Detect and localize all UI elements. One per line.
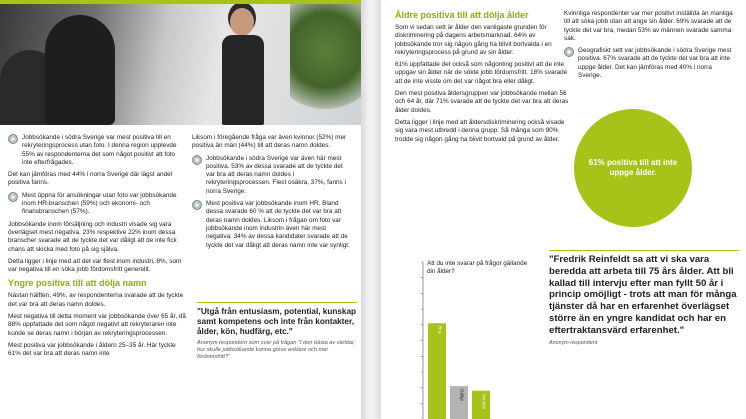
pull-quote-right: "Fredrik Reinfeldt sa att vi ska vara beredda att arbeta till 75 års ålder. Att bli kallad till intervju efter man fyllt 50 år i princip omöjligt - trots att man för många tjänster då har en erfarenhet överlägset större än en yngre kandidat och har en eftertraktansvärd erfarenhet." Anonym respondent: [549, 250, 739, 346]
photo-person-front: [45, 15, 115, 125]
chart-title: Att du inte svarar på frågor gällande din ålder?: [427, 260, 528, 275]
accent-bar: [0, 0, 361, 4]
region-icon: [564, 47, 574, 57]
left-column-2: Liksom i föregående fråga var även kvinnor (52%) mer positiva än män (44%) till att deras namn doldes. Jobbsökande i södra Sverige var även här mest positiva. 53% av dessa svarade att de tyckte det var bra att deras namn doldes i rekryteringsprocessen. Flest osäkra, 37%, fanns i norra Sverige. Mest positiva var jobbsökande inom HR. Bland dessa svarade 60 % att de tyckte det var bra att deras namn doldes. Liksom i frågan om foto var jobbsökande inom industrin även här mest negativa. 34% av dessa kandidater svarade att de tyckte det var dåligt att deras namn inte var synligt.: [192, 134, 350, 249]
industry-icon: [8, 192, 18, 202]
section-heading: Äldre positiva till att dölja ålder: [395, 10, 529, 20]
chart-category-label: Dåligt: [459, 389, 465, 401]
page-gutter: [361, 0, 381, 419]
region-icon: [192, 155, 202, 165]
chart-bar-bra: [428, 323, 446, 419]
section-heading: Yngre positiva till att dölja namn: [8, 278, 147, 289]
pull-quote-left: "Utgå från entusiasm, potential, kunskap samt kompetens och inte från kontakter, ålder, kön, hudfärg, etc." Anonym respondent som svar på frågan "I den bästa av världar, hur skulle jobbsökande kunna göras enklare och mer fördomsfritt?": [197, 302, 357, 361]
industry-icon: [192, 200, 202, 210]
left-column-1: Jobbsökande i södra Sverige var mest positiva till en rekryteringsprocess utan foto. I denna region upplevde 55% av respondenterna det som något positivt att foto inte efterfrågades. Det kan jämföras med 44% i norra Sverige där lägst andel positiva fanns. Mest öppna för ansökningar utan foto var jobbsökande inom HR-branschen (59%) och ekonomi- och finansbranschen (57%). Jobbsökande inom försäljning och industri visade sig vara överlägset mest negativa. 23% respektive 22% inom dessa branscher svarade att de tyckte det var dåligt att de inte fick chans att skicka med foto på sig själva. Detta ligger i linje med att det var flest inom industri, 8%, som var negativa till en söka jobb fördomsfritt generellt. Yngre positiva till att dölja namn Nästan hälften, 49%, av respondenterna svarade att de tyckte det var bra att deras namn doldes. Mest negativa till detta moment var jobbsökande över 65 år, då 88% uppfattade det som något negativt att rekryteraren inte kunde se deras namn i början av rekryteringsprocessen. Mest positiva var jobbsökande i åldern 25–35 år. Här tyckte 61% det var bra att deras namn inte: [8, 134, 186, 358]
age-bar-chart: [395, 252, 530, 419]
photo-woman: [222, 8, 264, 125]
right-page: [381, 0, 746, 419]
photo-plant: [290, 0, 361, 125]
office-photo: [0, 0, 361, 125]
region-icon: [8, 134, 18, 144]
right-column-2: Kvinnliga respondenter var mer positivt inställda än manliga till att söka jobb utan att ange sin ålder. 69% svarade att de tyckte det var bra, medan 53% av männen svarade samma sak. Geografiskt sett var jobbsökande i södra Sverige mest positiva. 67% svarade att de tyckte det var bra att inte uppge ålder. Det kan jämföras med 40% i norra Sverige.: [564, 10, 733, 80]
chart-category-label: Bra: [437, 326, 443, 334]
right-column-1: Äldre positiva till att dölja ålder Som vi sedan sett är ålder den vanligaste grunden för diskriminering på dagens arbetsmarknad. 64% av jobbsökande tror sig någon gång ha blivit bortvalda i en rekryteringsprocess på grund av sin ålder. 61% uppfattade det också som någonting positivt att de inte uppgav sin ålder när de sökte jobb fördomsfritt. 18% svarade att de inte visste om det var något bra eller dåligt. Den mest positiva åldersgruppen var jobbsökande mellan 56 och 64 år, där 71% svarade att de tyckte det var bra att deras ålder doldes. Detta ligger i linje med att åldersdiskriminering också visade sig vara mest utbredd i denna grupp. Så många som 90% trodde sig någon gång ha blivit bortvald på grund av ålder.: [395, 10, 573, 148]
chart-svg: [395, 252, 530, 419]
left-page: [0, 0, 361, 419]
chart-category-label: Vet inte: [481, 393, 487, 410]
stat-circle: 61% positiva till att inte uppge ålder.: [574, 109, 692, 227]
